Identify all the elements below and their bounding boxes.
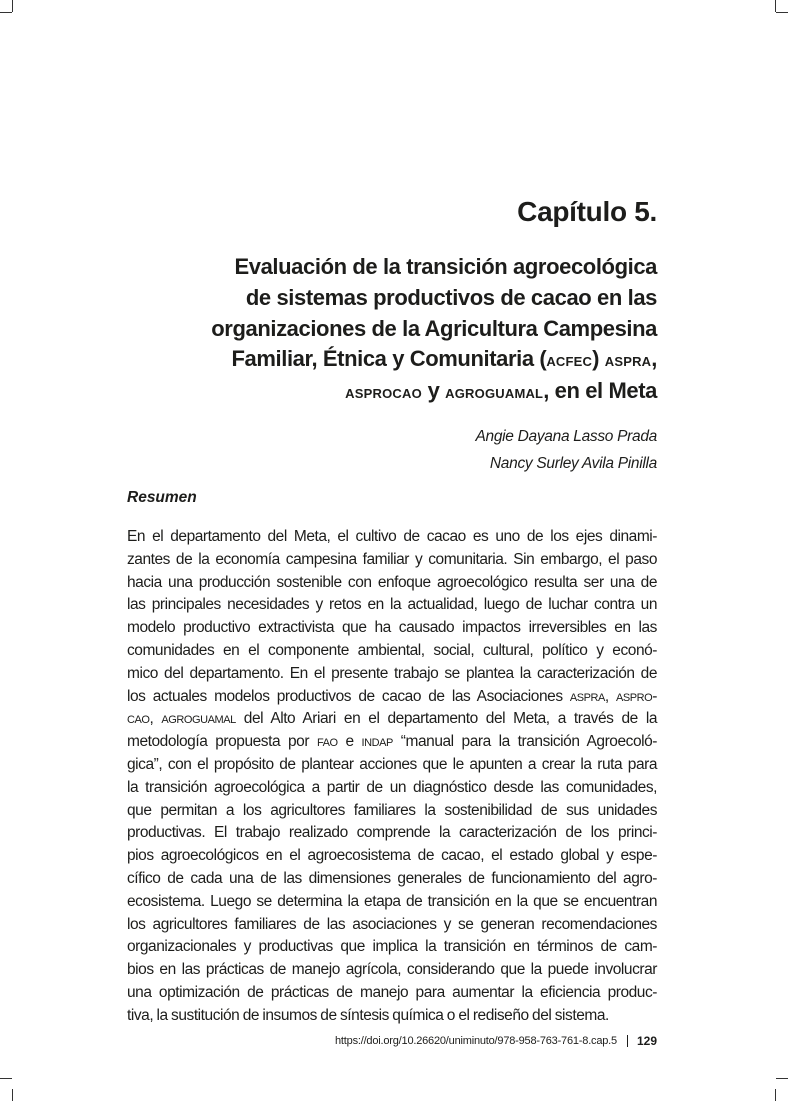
- abstract-line: zantes de la economía campesina familiar y comunitaria. Sin embargo, el paso: [127, 550, 657, 568]
- abstract-body: [127, 526, 657, 1028]
- abstract-line: productivas. El trabajo realizado comprende la caracterización de los princi-: [127, 824, 657, 842]
- acronym-indap: indap: [361, 733, 393, 751]
- abstract-line-text: metodología propuesta por: [127, 733, 317, 751]
- title-acronym-aspra: aspra: [604, 350, 652, 371]
- abstract-line: gica”, con el propósito de plantear acciones que le apunten a crear la ruta para: [127, 755, 657, 773]
- title-line-4: [231, 346, 657, 371]
- abstract-line: organizacionales y productivas que implica la transición en términos de cam-: [127, 938, 657, 956]
- abstract-conj: e: [337, 733, 362, 751]
- crop-mark-bottom-left-h: [0, 1078, 12, 1079]
- title-line-4-paren: ): [592, 346, 605, 372]
- chapter-label: Capítulo 5.: [517, 196, 657, 227]
- title-line-4-comma: ,: [651, 346, 657, 372]
- crop-mark-bottom-right: [775, 1089, 776, 1101]
- abstract-line: modelo productivo extractivista que ha causado impactos irreversibles en las: [127, 619, 657, 637]
- footer-divider: [627, 1035, 628, 1047]
- doi-link[interactable]: https://doi.org/10.26620/uniminuto/978-958-763-761-8.cap.5: [335, 1035, 617, 1047]
- title-line-5-end: , en el Meta: [543, 378, 657, 404]
- abstract-line: [127, 731, 657, 754]
- title-acronym-acfec: acfec: [546, 350, 593, 371]
- title-line-4-text: Familiar, Étnica y Comunitaria (: [231, 346, 547, 372]
- crop-mark-bottom-left: [12, 1089, 13, 1101]
- abstract-line: que permitan a los agricultores familiares la sostenibilidad de sus unidades: [127, 801, 657, 819]
- abstract-line: ecosistema. Luego se determina la etapa de transición en la que se encuentran: [127, 892, 657, 910]
- abstract-line: las principales necesidades y retos en la actualidad, luego de luchar contra un: [127, 596, 657, 614]
- abstract-line-text: del Alto Ariari en el departamento del Meta, a través de la: [235, 710, 657, 728]
- author-1: Angie Dayana Lasso Prada: [475, 428, 657, 445]
- abstract-line: cífico de cada una de las dimensiones generales de funcionamiento del agro-: [127, 869, 657, 887]
- abstract-line: tiva, la sustitución de insumos de síntesis química o el rediseño del sistema.: [127, 1006, 609, 1024]
- author-2: Nancy Surley Avila Pinilla: [489, 455, 657, 472]
- abstract-line: los agricultores familiares de las asociaciones y se generan recomendaciones: [127, 915, 657, 933]
- abstract-line-text: “manual para la transición Agroecoló-: [392, 733, 657, 751]
- chapter-title: [97, 252, 657, 408]
- title-line-1: Evaluación de la transición agroecológica: [234, 254, 657, 279]
- crop-mark-top-right-h: [776, 12, 788, 13]
- abstract-comma: ,: [149, 710, 162, 728]
- abstract-line: [127, 686, 657, 709]
- abstract-line: En el departamento del Meta, el cultivo de cacao es uno de los ejes dinami-: [127, 528, 657, 545]
- abstract-line: pios agroecológicos en el agroecosistema de cacao, el estado global y espe-: [127, 847, 657, 865]
- abstract-line: [127, 708, 657, 731]
- crop-mark-top-right: [775, 0, 776, 12]
- title-line-2: de sistemas productivos de cacao en las: [245, 284, 657, 310]
- title-acronym-agroguamal: agroguamal: [445, 382, 544, 403]
- abstract-comma: ,: [604, 687, 617, 705]
- abstract-line-text: los actuales modelos productivos de cacao de las Asociaciones: [127, 687, 570, 705]
- abstract-line: comunidades en el componente ambiental, social, cultural, político y econó-: [127, 641, 657, 659]
- acronym-agroguamal: agroguamal: [161, 710, 236, 728]
- abstract-heading: Resumen: [127, 489, 197, 506]
- title-line-3: organizaciones de la Agricultura Campesina: [211, 315, 657, 341]
- abstract-line: la transición agroecológica a partir de un diagnóstico desde las comunidades,: [127, 778, 657, 796]
- abstract-line: una optimización de prácticas de manejo para aumentar la eficiencia produc-: [127, 983, 657, 1001]
- acronym-asprocao-part1: aspro-: [616, 687, 657, 705]
- abstract-line: hacia una producción sostenible con enfoque agroecológico resulta ser una de: [127, 573, 657, 591]
- acronym-aspra: aspra: [569, 687, 605, 705]
- title-acronym-asprocao: asprocao: [345, 382, 422, 403]
- acronym-asprocao-part2: cao: [127, 710, 150, 728]
- page-footer: [335, 1034, 657, 1048]
- acronym-fao: fao: [316, 733, 338, 751]
- abstract-line: mico del departamento. En el presente trabajo se plantea la caracterización de: [127, 664, 657, 682]
- crop-mark-bottom-right-h: [776, 1078, 788, 1079]
- authors: [475, 423, 657, 477]
- title-line-5: [345, 378, 657, 403]
- crop-mark-top-left: [12, 0, 13, 12]
- abstract-line: bios en las prácticas de manejo agrícola, considerando que la puede involucrar: [127, 961, 657, 979]
- crop-mark-top-left-h: [0, 12, 12, 13]
- title-line-5-conj: y: [421, 378, 446, 404]
- page-number: 129: [636, 1034, 657, 1048]
